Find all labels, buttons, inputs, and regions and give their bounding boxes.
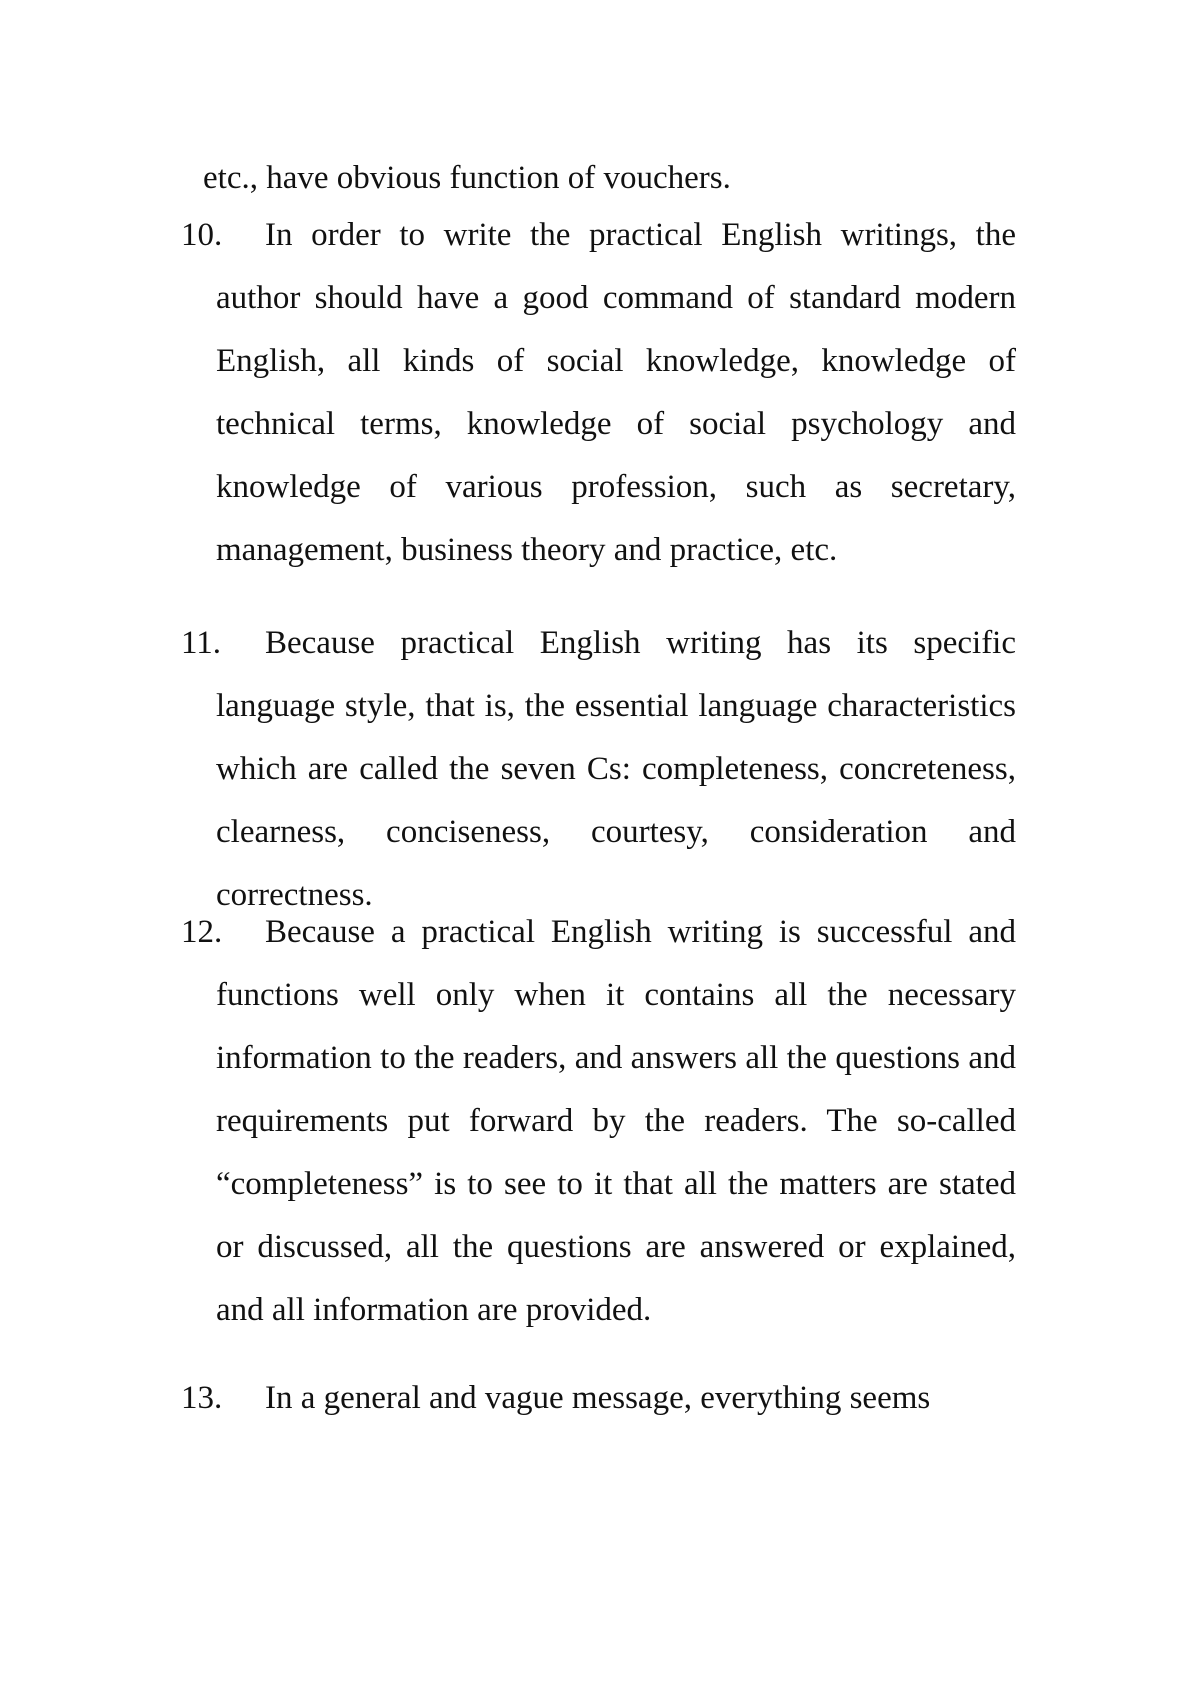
item-text: In a general and vague message, everything seems [265, 1380, 931, 1416]
item-number: 11. [181, 625, 222, 661]
item-text: Because practical English writing has its specific language style, that is, the essential language characteristics which are called the seven Cs: completeness, concreteness, clearness, conciseness, courtesy, consideration and correctness. [216, 625, 1016, 913]
item-number: 12. [181, 914, 223, 950]
continuation-text: etc., have obvious function of vouchers. [203, 160, 731, 196]
item-number: 10. [181, 217, 223, 253]
item-paragraph [216, 612, 1016, 927]
item-paragraph [216, 1367, 1016, 1430]
item-number: 13. [181, 1380, 223, 1416]
item-text: In order to write the practical English writings, the author should have a good command of standard modern English, all kinds of social knowledge, knowledge of technical terms, knowledge of social psychology and knowledge of various profession, such as secretary, management, business theory and practice, etc. [216, 217, 1016, 568]
item-paragraph [216, 204, 1016, 582]
item-paragraph [216, 901, 1016, 1342]
item-text: Because a practical English writing is successful and functions well only when it contains all the necessary information to the readers, and answers all the questions and requirements put forward by the readers. The so-called “completeness” is to see to it that all the matters are stated or discussed, all the questions are answered or explained, and all information are provided. [216, 914, 1016, 1328]
